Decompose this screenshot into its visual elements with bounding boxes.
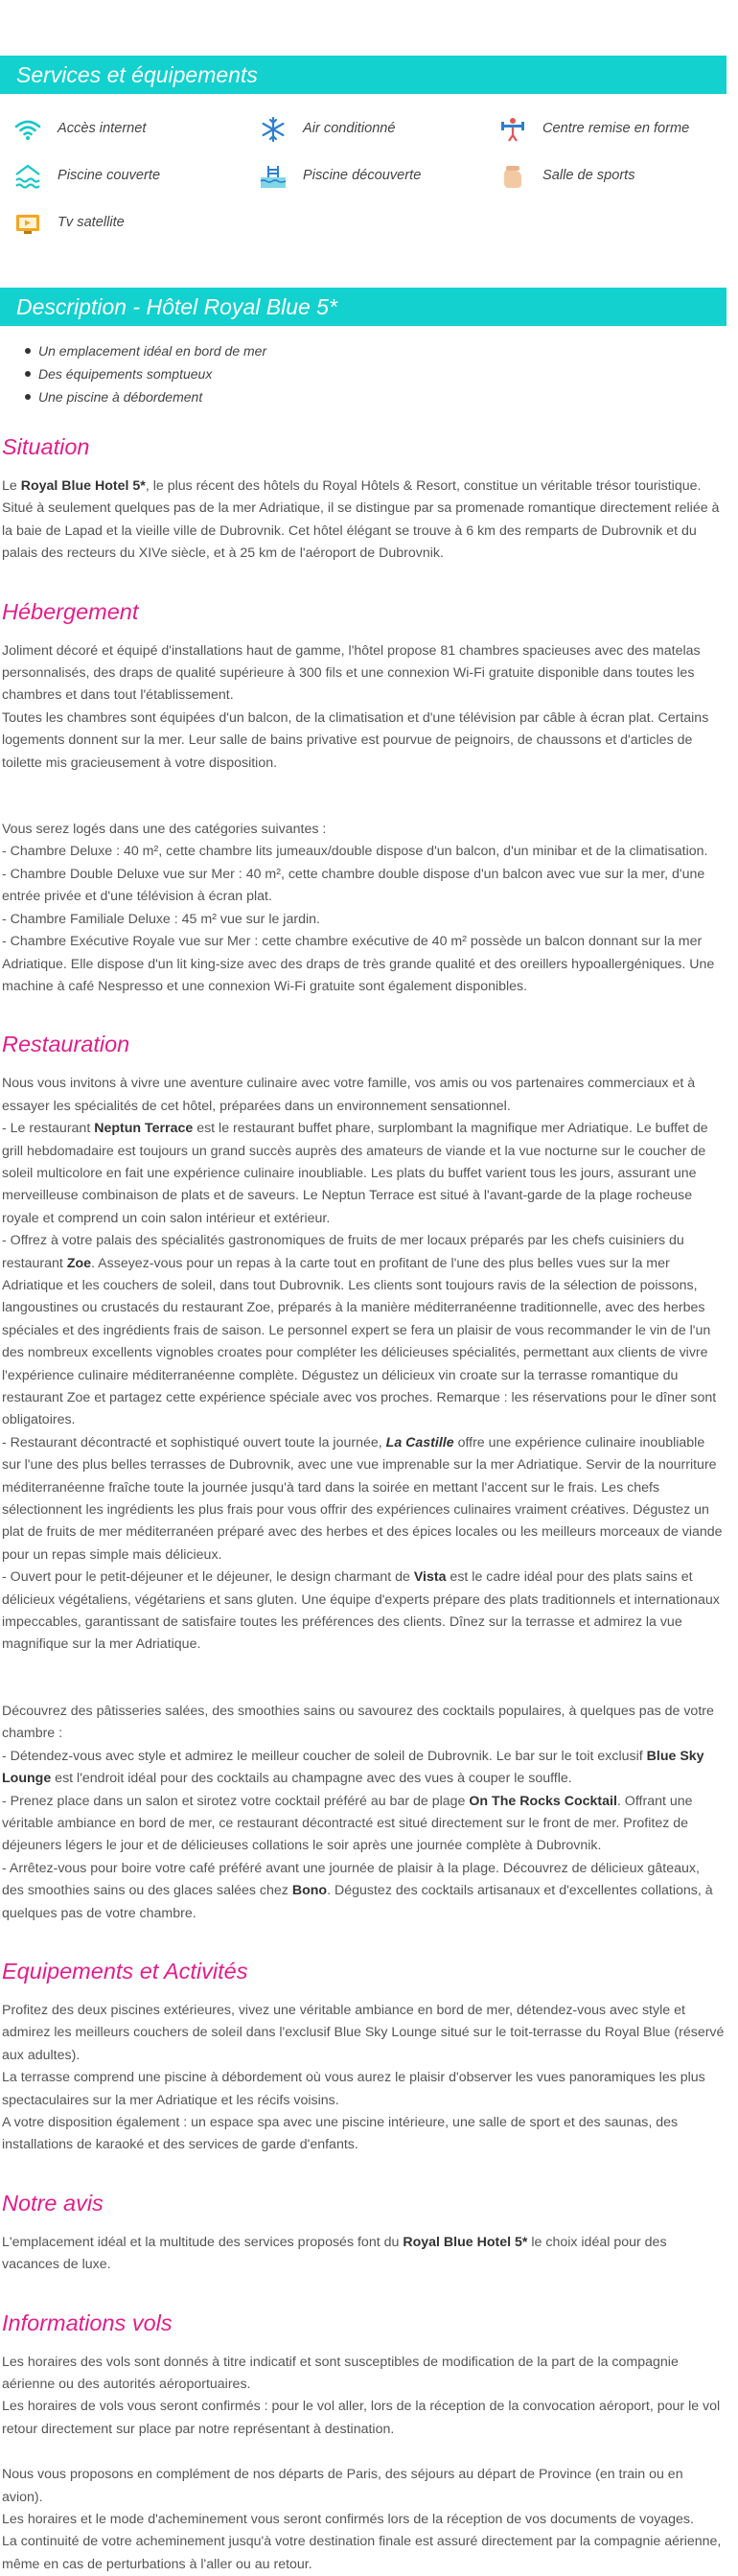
facility-internet <box>12 113 257 146</box>
highlights-list <box>0 339 726 408</box>
facility-gym <box>496 160 738 193</box>
facility-label: Air conditionné <box>303 121 396 137</box>
paragraph: Découvrez des pâtisseries salées, des smoothies sains ou savourez des cocktails populaires, à quelques pas de votre chambre : <box>2 1703 714 1742</box>
section-title: Notre avis <box>2 2190 104 2216</box>
fitness-icon <box>496 115 529 144</box>
paragraph: Vous serez logés dans une des catégories suivantes : <box>2 822 327 838</box>
equipements-section <box>0 1956 726 2157</box>
section-title: Hébergement <box>2 598 139 624</box>
paragraph: Le Royal Blue Hotel 5*, le plus récent des hôtels du Royal Hôtels & Resort, constitue un véritable trésor touristique. Situé à seulement quelques pas de la mer Adriatique, il se distingue par sa promenade romantique directement reliée à la baie de Lapad et la vieille ville de Dubrovnik. Cet hôtel élégant se trouve à 6 km des remparts de Dubrovnik et du palais des recteurs du XIVe siècle, et à 25 km de l'aéroport de Dubrovnik. <box>2 478 720 562</box>
paragraph: - Chambre Deluxe : 40 m², cette chambre lits jumeaux/double dispose d'un balcon, d'un minibar et de la climatisation. <box>2 844 708 860</box>
restauration-section <box>0 1029 726 1925</box>
hebergement-section <box>0 596 726 999</box>
paragraph: L'emplacement idéal et la multitude des services proposés font du Royal Blue Hotel 5* le choix idéal pour des vacances de luxe. <box>2 2234 667 2273</box>
paragraph: La continuité de votre acheminement jusqu'à votre destination finale est assuré directement par la compagnie aérienne, même en cas de perturbations à l'aller ou au retour. <box>2 2534 722 2572</box>
gym-icon <box>496 162 529 191</box>
tv-icon <box>12 209 44 238</box>
description-banner: Description - Hôtel Royal Blue 5* <box>0 288 726 326</box>
facility-label: Tv satellite <box>58 215 125 231</box>
snowflake-icon <box>257 115 289 144</box>
paragraph: Les horaires de vols vous seront confirmés : pour le vol aller, lors de la réception de la convocation aéroport, pour le vol retour directement sur place par notre représentant à destination. <box>2 2399 721 2437</box>
paragraph: Toutes les chambres sont équipées d'un balcon, de la climatisation et d'une télévision par câble à écran plat. Certains logements donnent sur la mer. Leur salle de bains privative est pourvue de peignoirs, de chaussons et d'articles de toilette mis gracieusement à votre disposition. <box>2 709 709 771</box>
paragraph: Nous vous invitons à vivre une aventure culinaire avec votre famille, vos amis ou vos partenaires commerciaux et à essayer les spécialités de cet hôtel, préparées dans un environnement sensationnel. <box>2 1076 696 1114</box>
paragraph: - Détendez-vous avec style et admirez le meilleur coucher de soleil de Dubrovnik. Le bar sur le toit exclusif Blue Sky Lounge est l'endroit idéal pour des cocktails au champagne avec des vues à couper le souffle. <box>2 1748 704 1787</box>
paragraph: - Chambre Double Deluxe vue sur Mer : 40 m², cette chambre double dispose d'un balcon avec vue sur la mer, d'une entrée privée et d'une télévision à écran plat. <box>2 866 705 905</box>
paragraph: - Restaurant décontracté et sophistiqué ouvert toute la journée, La Castille offre une expérience culinaire inoubliable sur l'une des plus belles terrasses de Dubrovnik, avec une vue imprenable sur la mer Adriatique. Servir de la nourriture méditerranéenne fraîche toute la journée jusqu'à tard dans la soirée en mettant l'accent sur le frais. Les chefs sélectionnent les ingrédients les plus frais pour vous offrir des expériences culinaires vraiment créatives. Dégustez un plat de fruits de mer méditerranéen préparé avec des herbes et des épices locales ou les meilleurs morceaux de viande pour un repas simple mais délicieux. <box>2 1434 723 1563</box>
section-title: Informations vols <box>2 2309 173 2335</box>
facility-air-conditioning <box>257 113 496 146</box>
vols-section <box>0 2308 726 2576</box>
facility-outdoor-pool <box>257 160 496 193</box>
facility-label: Accès internet <box>58 121 147 137</box>
highlight-item: Des équipements somptueux <box>25 362 726 385</box>
highlight-item: Une piscine à débordement <box>25 385 726 408</box>
paragraph: - Le restaurant Neptun Terrace est le restaurant buffet phare, surplombant la magnifique mer Adriatique. Le buffet de grill hebdomadaire est toujours un grand succès auprès des amateurs de viande et la vue nocturne sur le coucher de soleil multicolore en fait une expérience culinaire inoubliable. Les plats du buffet varient tous les jours, assurant une merveilleuse combinaison de plats et de saveurs. Le Neptun Terrace est situé à l'avant-garde de la plage rocheuse royale et comprend un coin salon intérieur et extérieur. <box>2 1121 708 1226</box>
paragraph: Profitez des deux piscines extérieures, vivez une véritable ambiance en bord de mer, détendez-vous avec style et admirez les meilleurs couchers de soleil dans l'exclusif Blue Sky Lounge situé sur le toit-terrasse du Royal Blue (réservé aux adultes). <box>2 2002 725 2063</box>
facility-label: Salle de sports <box>542 168 635 184</box>
situation-section <box>0 431 726 566</box>
section-title: Situation <box>2 434 90 459</box>
paragraph: Joliment décoré et équipé d'installations haut de gamme, l'hôtel propose 81 chambres spacieuses avec des matelas personnalisés, des draps de qualité supérieure à 300 fils et une connexion Wi-Fi gratuite disponible dans toutes les chambres et dans tout l'établissement. <box>2 642 701 704</box>
paragraph: Nous vous proposons en complément de nos départs de Paris, des séjours au départ de Province (en train ou en avion). <box>2 2467 683 2505</box>
wifi-icon <box>12 115 44 144</box>
services-banner: Services et équipements <box>0 56 726 94</box>
facility-label: Piscine couverte <box>58 168 161 184</box>
facility-label: Piscine découverte <box>303 168 422 184</box>
paragraph: - Ouvert pour le petit-déjeuner et le déjeuner, le design charmant de Vista est le cadre idéal pour des plats sains et délicieux végétaliens, végétariens et sans gluten. Une équipe d'experts prépare des plats traditionnels et internationaux impeccables, garantissant de satisfaire toutes les préférences des clients. Dînez sur la terrasse et admirez la vue magnifique sur la mer Adriatique. <box>2 1569 720 1653</box>
paragraph: A votre disposition également : un espace spa avec une piscine intérieure, une salle de sport et des saunas, des installations de karaoké et des services de garde d'enfants. <box>2 2114 679 2153</box>
facilities-grid <box>0 113 726 240</box>
paragraph: - Offrez à votre palais des spécialités gastronomiques de fruits de mer locaux préparés par les chefs cuisiniers du restaurant Zoe. Asseyez-vous pour un repas à la carte tout en profitant de l'une des plus belles vues sur la mer Adriatique et les couchers de soleil, dans tout Dubrovnik. Les clients sont toujours ravis de la sélection de poissons, langoustines ou crustacés du restaurant Zoe, préparés à la manière méditerranéenne traditionnelle, avec des herbes spéciales et des ingrédients frais de saison. Le personnel expert se fera un plaisir de vous recommander le vin de l'un des nombreux excellents vignobles croates pour compléter les délicieuses spécialités, permettant aux clients de vivre l'expérience culinaire méditerranéenne complète. Dégustez un délicieux vin croate sur la terrasse romantique du restaurant Zoe et partagez cette expérience spéciale avec vos proches. Remarque : les réservations pour le dîner sont obligatoires. <box>2 1233 717 1428</box>
facility-fitness-center <box>496 113 738 146</box>
paragraph: - Arrêtez-vous pour boire votre café préféré avant une journée de plaisir à la plage. Découvrez de délicieux gâteaux, des smoothies sains ou des glaces salées chez Bono. Dégustez des cocktails artisanaux et d'excellentes collations, à quelques pas de votre chambre. <box>2 1860 713 1921</box>
facility-label: Centre remise en forme <box>542 121 690 137</box>
paragraph: - Prenez place dans un salon et sirotez votre cocktail préféré au bar de plage On The Rocks Cocktail. Offrant une véritable ambiance en bord de mer, ce restaurant décontracté est situé directement sur le front de mer. Profitez de déjeuners légers le jour et de délicieuses collations le soir après une journée complète à Dubrovnik. <box>2 1793 693 1854</box>
section-title: Equipements et Activités <box>2 1958 248 1984</box>
facility-indoor-pool <box>12 160 257 193</box>
paragraph: - Chambre Exécutive Royale vue sur Mer : cette chambre exécutive de 40 m² possède un balcon donnant sur la mer Adriatique. Elle dispose d'un lit king-size avec des draps de très grande qualité et des oreillers hypoallergéniques. Une machine à café Nespresso et une connexion Wi-Fi gratuite sont également disponibles. <box>2 934 715 994</box>
indoor-pool-icon <box>12 162 44 191</box>
paragraph: - Chambre Familiale Deluxe : 45 m² vue sur le jardin. <box>2 911 320 927</box>
paragraph: La terrasse comprend une piscine à débordement où vous aurez le plaisir d'observer les vues panoramiques les plus spectaculaires sur la mer Adriatique et les récifs voisins. <box>2 2070 705 2108</box>
highlight-item: Un emplacement idéal en bord de mer <box>25 339 726 362</box>
avis-section <box>0 2188 726 2277</box>
paragraph: Les horaires des vols sont donnés à titre indicatif et sont susceptibles de modification de la part de la compagnie aérienne ou des autorités aéroportuaires. <box>2 2354 679 2392</box>
facility-satellite-tv <box>12 207 257 240</box>
outdoor-pool-icon <box>257 162 289 191</box>
section-title: Restauration <box>2 1032 130 1057</box>
paragraph: Les horaires et le mode d'acheminement vous seront confirmés lors de la réception de vos documents de voyages. <box>2 2512 694 2528</box>
